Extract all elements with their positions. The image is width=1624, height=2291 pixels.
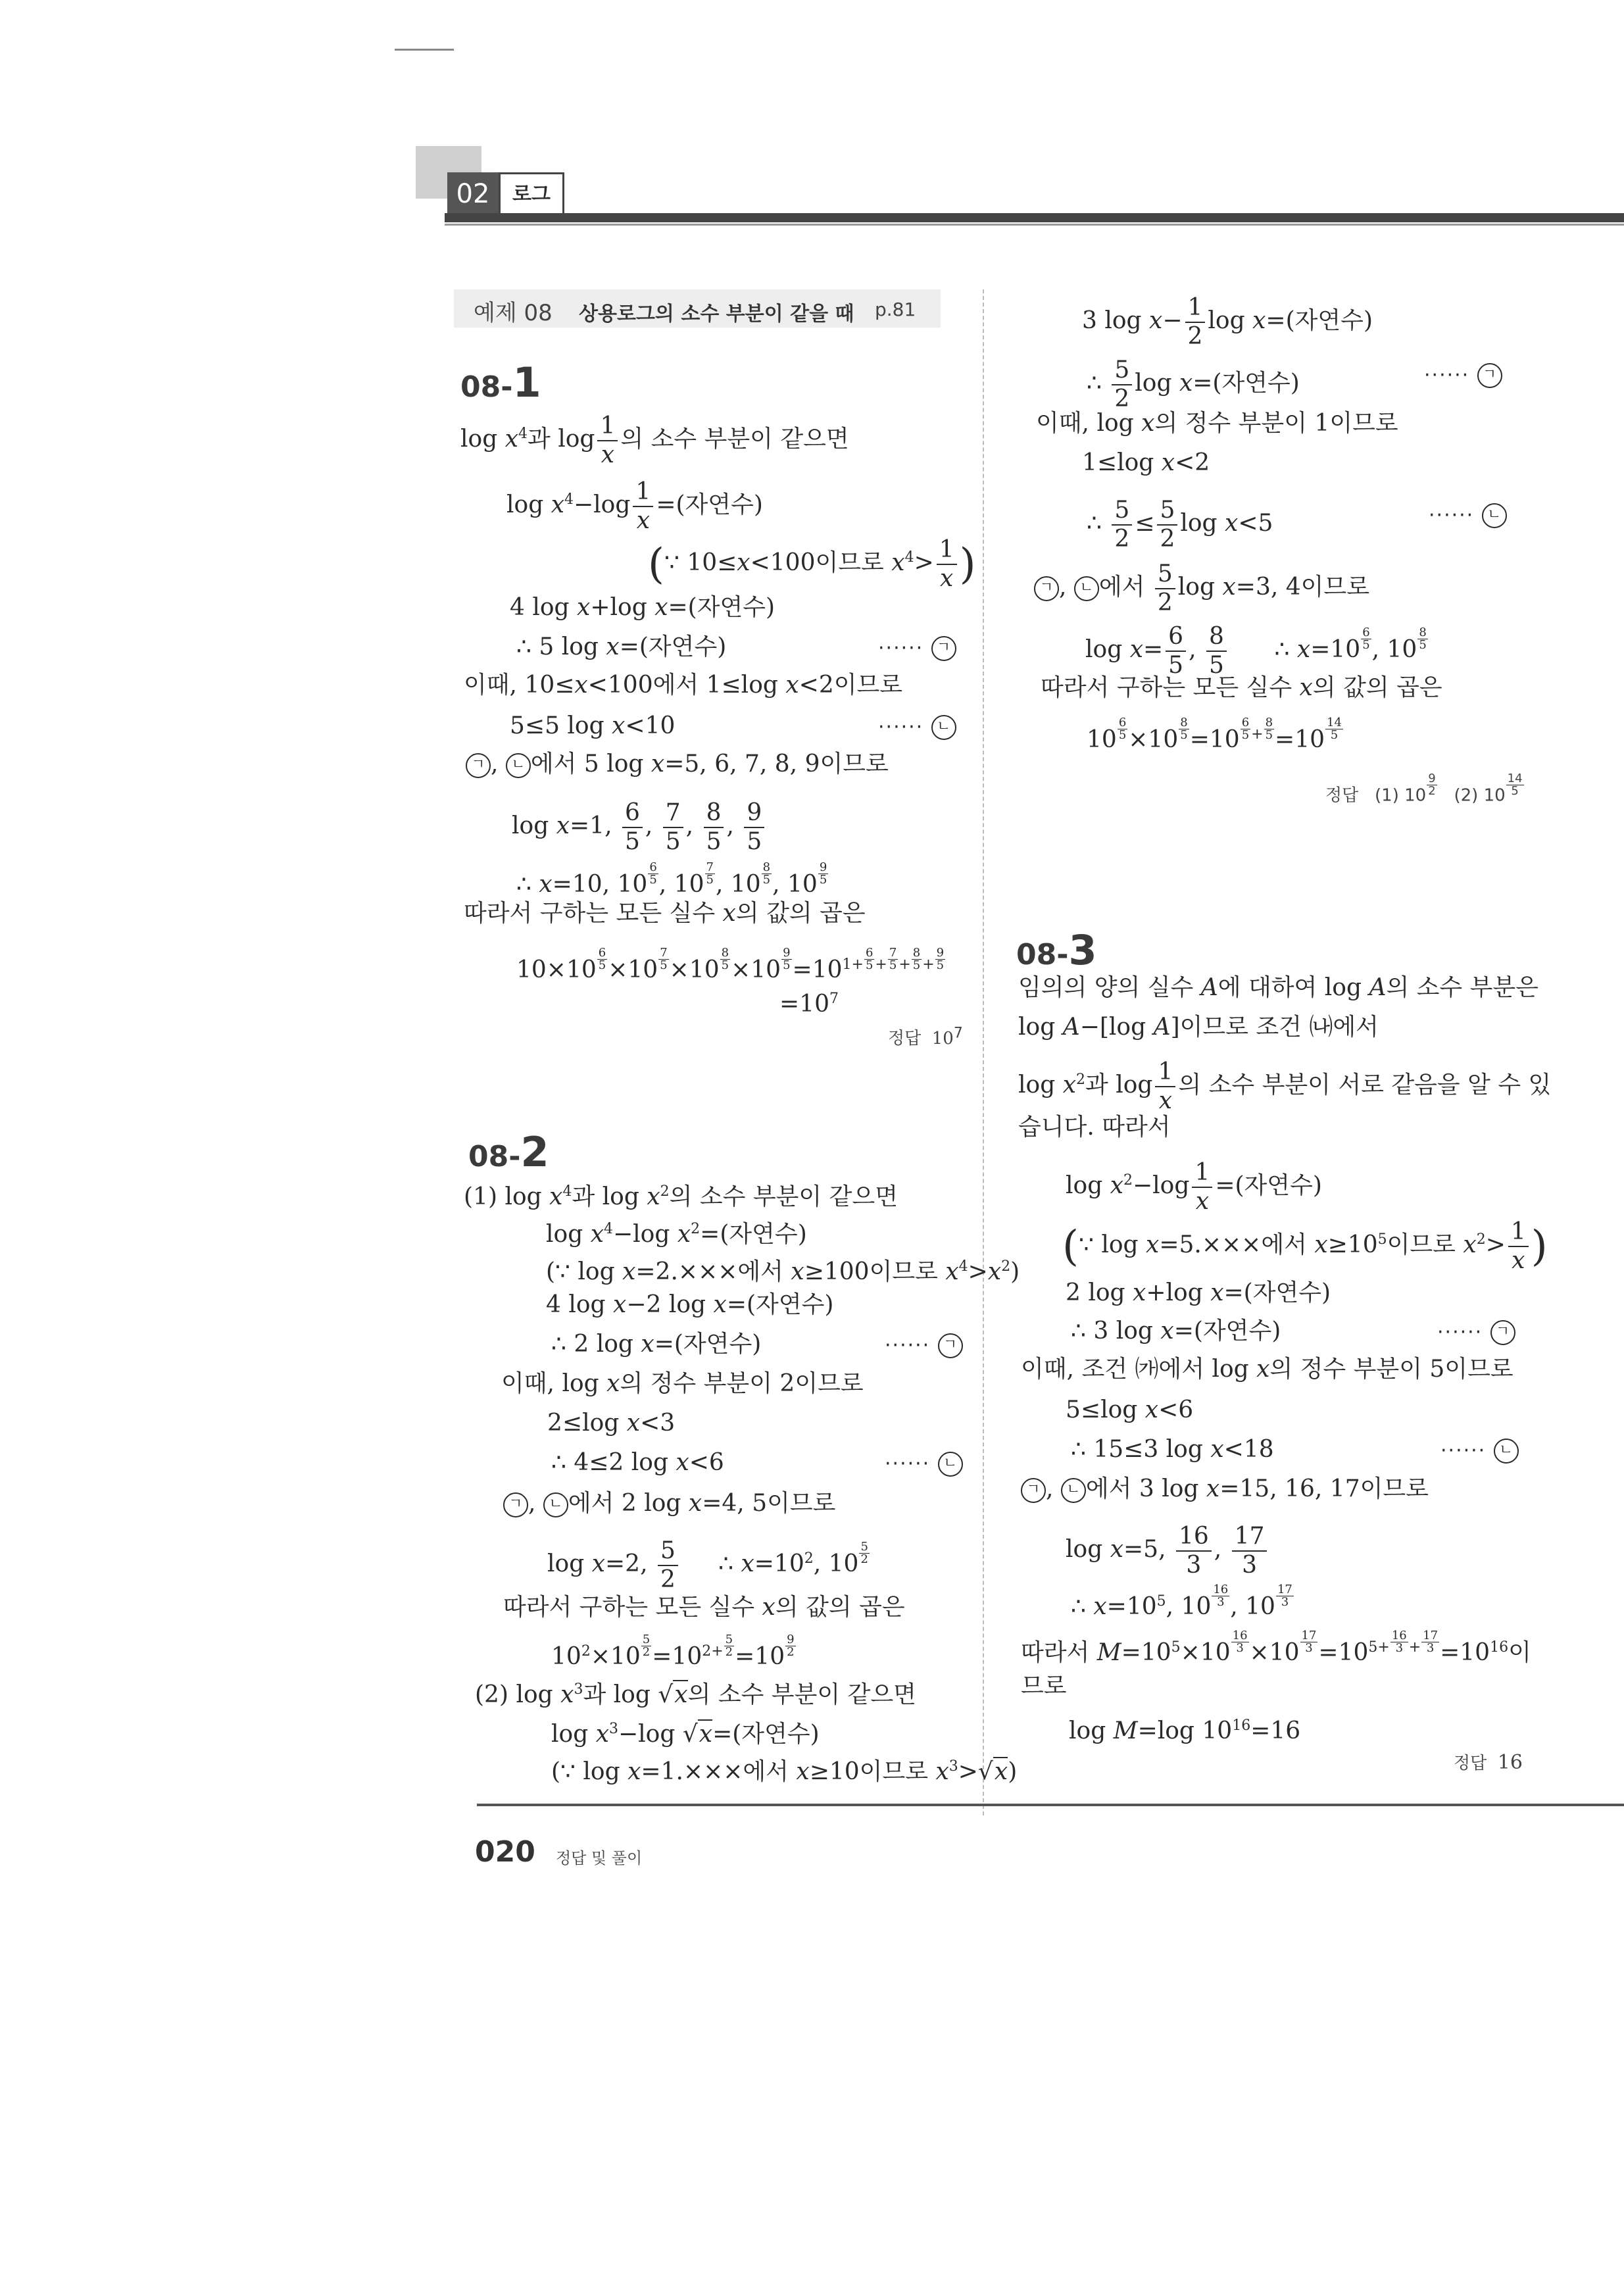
- math-line: ∴ 5 log x=(자연수): [516, 633, 727, 660]
- answer-label: 정답: [888, 1029, 922, 1048]
- math-line: ······ ㄴ: [1440, 1434, 1519, 1467]
- math-line: 2 log x+log x=(자연수): [1066, 1279, 1331, 1306]
- math-line: $=10^7$: [779, 991, 839, 1018]
- math-line: ∴ 4≤2 log x<6: [551, 1449, 724, 1476]
- math-line: 10×10 $\frac{6}{5}$ ×10 $\frac{7}{5}$ ×10 $\frac{8}{5}$ ×10 $\frac{9}{5}$ $=10^{1+}$ $\frac{6}{5}$ + $\frac{7}{5}$ + $\frac{8}{5}$ + $\frac{9}{5}$: [516, 946, 945, 983]
- math-line: 1≤log x<2: [1082, 449, 1210, 476]
- math-line: 3 log x− $\frac{1}{2}$ log x=(자연수): [1082, 294, 1373, 350]
- math-line: (1) $\log x^4$과 $\log x^2$의 소수 부분이 같으면: [464, 1183, 898, 1210]
- problem-label-08-1: 08-1: [460, 358, 541, 406]
- footer-label: 정답 및 풀이: [556, 1849, 643, 1867]
- footer-page-number: 020: [475, 1835, 535, 1869]
- math-line: ∴ 2 log x=(자연수): [551, 1331, 762, 1358]
- math-line: (∵ log x=2.×××에서 x≥100이므로 $x^4>x^2$): [546, 1258, 1020, 1285]
- math-line: $\log x^2-\log$ $\frac{1}{x}$ =(자연수): [1066, 1159, 1322, 1215]
- example-title: 상용로그의 소수 부분이 같을 때: [579, 303, 854, 326]
- answer-08-3: 정답 16: [1454, 1751, 1523, 1774]
- math-line: ∴ $\frac{5}{2}$ ≤ $\frac{5}{2}$ log x<5: [1087, 497, 1273, 553]
- math-line: 4 log x−2 log x=(자연수): [546, 1291, 834, 1318]
- math-line: 5≤5 log x<10: [510, 712, 676, 739]
- math-line: ㄱ , ㄴ 에서 $\frac{5}{2}$ log x=3, 4이므로: [1034, 562, 1369, 615]
- math-line: log M=log $10^{16}=16$: [1069, 1717, 1301, 1744]
- math-line: 따라서 $M=10^5\times 10$ $\frac{16}{3}$ ×10 $\frac{17}{3}$ $=10^{5+}$ $\frac{16}{3}$ + $\frac{17}{3}$ $=10^{16}$이: [1021, 1629, 1531, 1666]
- answer-08-2: 정답 (1) 10 $\frac{9}{2}$ (2) 10 $\frac{14}{5}$: [1325, 772, 1523, 806]
- math-line: log x= $\frac{6}{5}$ , $\frac{8}{5}$ ∴ x=10 $\frac{6}{5}$ , 10 $\frac{8}{5}$: [1085, 623, 1427, 679]
- footer-rule: [477, 1804, 1624, 1806]
- math-line: 이때, log x의 정수 부분이 1이므로: [1036, 410, 1398, 437]
- math-line: 므로: [1021, 1673, 1067, 1700]
- example-page-ref: p.81: [875, 299, 916, 320]
- answer-label: 정답: [1325, 785, 1359, 806]
- math-line: ∴ $x=10^5$, 10 $\frac{16}{3}$ , 10 $\frac{17}{3}$: [1071, 1583, 1292, 1620]
- math-line: (∵ log x=1.×××에서 x≥10이므로 $x^3>√x$): [551, 1758, 1018, 1785]
- header-rule-thin: [445, 224, 1624, 226]
- example-bar: [454, 289, 941, 328]
- math-line: 10 $\frac{6}{5}$ ×10 $\frac{8}{5}$ =10 $\frac{6}{5}$ + $\frac{8}{5}$ =10 $\frac{14}{5}$: [1087, 716, 1342, 753]
- math-line: ······ ㄱ: [1437, 1316, 1515, 1348]
- math-line: (∵ 10≤x<100이므로 $x^4>$ $\frac{1}{x}$ ): [648, 536, 976, 592]
- math-line: $\log x^4$과 log $\frac{1}{x}$ 의 소수 부분이 같으면: [460, 412, 849, 468]
- math-line: 5≤log x<6: [1066, 1396, 1194, 1423]
- math-line: 습니다. 따라서: [1018, 1114, 1171, 1141]
- math-line: ㄱ , ㄴ 에서 5 log x=5, 6, 7, 8, 9이므로: [466, 749, 889, 780]
- math-line: log A−[log A]이므로 조건 ㈏에서: [1018, 1014, 1379, 1041]
- math-line: ∴ 15≤3 log x<18: [1071, 1436, 1274, 1463]
- example-label: 예제 08: [474, 300, 553, 326]
- math-line: $\log x^3-\log$ √x=(자연수): [551, 1721, 820, 1748]
- math-line: 4 log x+log x=(자연수): [510, 594, 775, 621]
- math-line: 임의의 양의 실수 A에 대하여 log A의 소수 부분은: [1018, 974, 1538, 1001]
- math-line: 이때, 10≤x<100에서 1≤log x<2이므로: [464, 672, 903, 699]
- math-line: ㄱ , ㄴ 에서 3 log x=15, 16, 17이므로: [1021, 1473, 1429, 1505]
- math-line: ∴ x=10, 10 $\frac{6}{5}$ , 10 $\frac{7}{5}$ , 10 $\frac{8}{5}$ , 10 $\frac{9}{5}$: [516, 860, 827, 898]
- chapter-title: 로그: [512, 183, 551, 206]
- math-line: ······ ㄱ: [878, 631, 956, 664]
- answer-08-1: 정답 $10^7$: [888, 1025, 963, 1048]
- math-line: $\log x^4-\log$ $\frac{1}{x}$ =(자연수): [506, 478, 763, 534]
- math-line: 2≤log x<3: [547, 1410, 676, 1437]
- math-line: ∴ $\frac{5}{2}$ log x=(자연수): [1087, 357, 1300, 412]
- chapter-number-box: [447, 172, 499, 216]
- math-line: ······ ㄴ: [1429, 499, 1507, 531]
- math-line: ······ ㄴ: [878, 710, 956, 743]
- math-line: log x=1, $\frac{6}{5}$ , $\frac{7}{5}$ , $\frac{8}{5}$ , $\frac{9}{5}$: [512, 801, 767, 854]
- math-line: $\log x^4-\log$ $x^2=$(자연수): [546, 1221, 807, 1248]
- answer-label: 정답: [1454, 1754, 1487, 1773]
- chapter-number: 02: [456, 179, 490, 209]
- chapter-title-box: [499, 172, 564, 216]
- math-line: $10^2\times 10$ $\frac{5}{2}$ $=10^{2+}$ $\frac{5}{2}$ =10 $\frac{9}{2}$: [551, 1633, 795, 1670]
- math-line: ······ ㄱ: [885, 1329, 963, 1362]
- math-line: (2) $\log x^3$과 log √x의 소수 부분이 같으면: [475, 1681, 916, 1708]
- math-line: ······ ㄴ: [885, 1447, 963, 1480]
- math-line: 이때, log x의 정수 부분이 2이므로: [501, 1370, 864, 1397]
- column-divider: [983, 289, 984, 1815]
- math-line: 따라서 구하는 모든 실수 x의 값의 곱은: [1041, 674, 1442, 701]
- math-line: log x=5, $\frac{16}{3}$ , $\frac{17}{3}$: [1066, 1525, 1269, 1577]
- math-line: 이때, 조건 ㈎에서 log x의 정수 부분이 5이므로: [1021, 1356, 1513, 1383]
- math-line: $\log x^2$과 log $\frac{1}{x}$ 의 소수 부분이 서로 같음을 알 수 있: [1018, 1058, 1552, 1114]
- math-line: 따라서 구하는 모든 실수 x의 값의 곱은: [464, 900, 866, 927]
- math-line: ∴ 3 log x=(자연수): [1071, 1318, 1281, 1344]
- problem-label-08-2: 08-2: [468, 1128, 549, 1176]
- math-line: log x=2, $\frac{5}{2}$ ∴ $x=10^2$, 10 $\frac{5}{2}$: [547, 1537, 868, 1593]
- math-line: ㄱ , ㄴ 에서 2 log x=4, 5이므로: [503, 1488, 835, 1519]
- scan-mark: [395, 49, 454, 51]
- header-rule: [445, 213, 1624, 222]
- math-line: 따라서 구하는 모든 실수 x의 값의 곱은: [503, 1594, 905, 1621]
- math-line: (∵ log x=5.×××에서 $x\ge 10^5$이므로 $x^2>$ $\frac{1}{x}$ ): [1062, 1218, 1548, 1274]
- math-line: ······ ㄱ: [1424, 358, 1502, 391]
- problem-label-08-3: 08-3: [1016, 926, 1097, 974]
